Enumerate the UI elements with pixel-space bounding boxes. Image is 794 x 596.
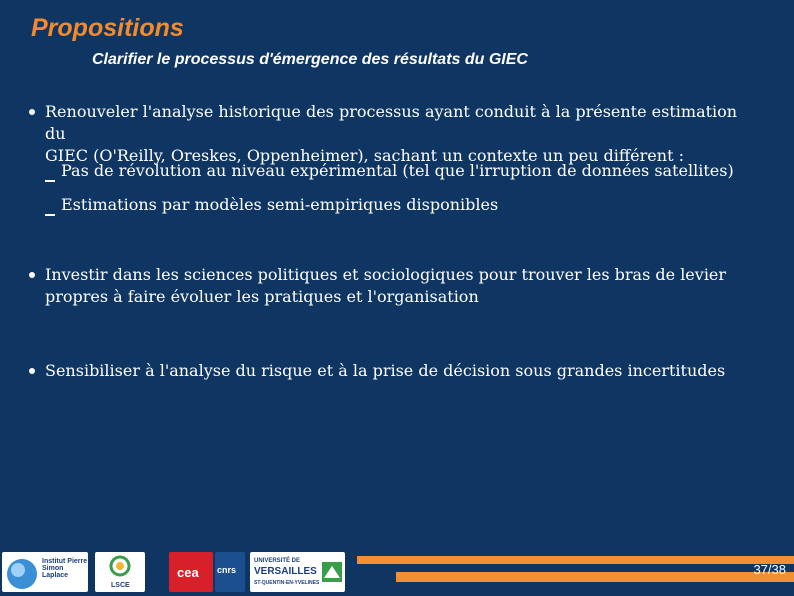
list-item-line: Investir dans les sciences politiques et sociologiques pour trouver les bras de levier	[45, 265, 727, 284]
bullet-icon	[29, 368, 35, 374]
dash-icon	[45, 214, 55, 216]
list-item	[45, 101, 760, 167]
footer-bar-bottom	[396, 572, 794, 582]
slide-subtitle: Clarifier le processus d'émergence des résultats du GIEC	[92, 51, 528, 68]
uvsq-logo	[250, 552, 345, 592]
list-item-line: Renouveler l'analyse historique des processus ayant conduit à la présente estimation du	[45, 102, 738, 143]
uvsq-logo-line: ST-QUENTIN-EN-YVELINES	[254, 580, 320, 586]
page-number: 37/38	[753, 562, 786, 577]
uvsq-logo-line: UNIVERSITÉ DE	[254, 558, 301, 564]
cea-logo-text: cea	[177, 565, 199, 580]
cnrs-logo-text: cnrs	[217, 565, 237, 575]
dash-icon	[45, 180, 55, 182]
slide-title: Propositions	[31, 14, 184, 42]
list-item-line: GIEC (O'Reilly, Oreskes, Oppenheimer), sachant un contexte un peu différent :	[45, 146, 684, 165]
footer-bar-top	[357, 556, 794, 564]
list-item-line: propres à faire évoluer les pratiques et l'organisation	[45, 287, 479, 306]
lsce-logo-text: LSCE	[111, 582, 130, 589]
bullet-icon	[29, 109, 35, 115]
sub-list-item: Estimations par modèles semi-empiriques disponibles	[61, 195, 499, 214]
ipsl-logo-text: Institut Pierre Simon Laplace	[42, 558, 88, 579]
lsce-logo	[95, 552, 145, 592]
list-item	[45, 264, 760, 308]
uvsq-emblem-icon	[320, 560, 344, 584]
cea-logo	[169, 552, 213, 592]
bullet-icon	[29, 272, 35, 278]
ipsl-logo	[2, 552, 88, 592]
sub-list-item: Pas de révolution au niveau expérimental (tel que l'irruption de données satellites)	[61, 161, 734, 180]
list-item	[45, 360, 760, 382]
uvsq-logo-line: VERSAILLES	[254, 566, 317, 577]
list-item-line: Sensibiliser à l'analyse du risque et à la prise de décision sous grandes incertitudes	[45, 361, 726, 380]
cnrs-logo	[215, 552, 245, 592]
